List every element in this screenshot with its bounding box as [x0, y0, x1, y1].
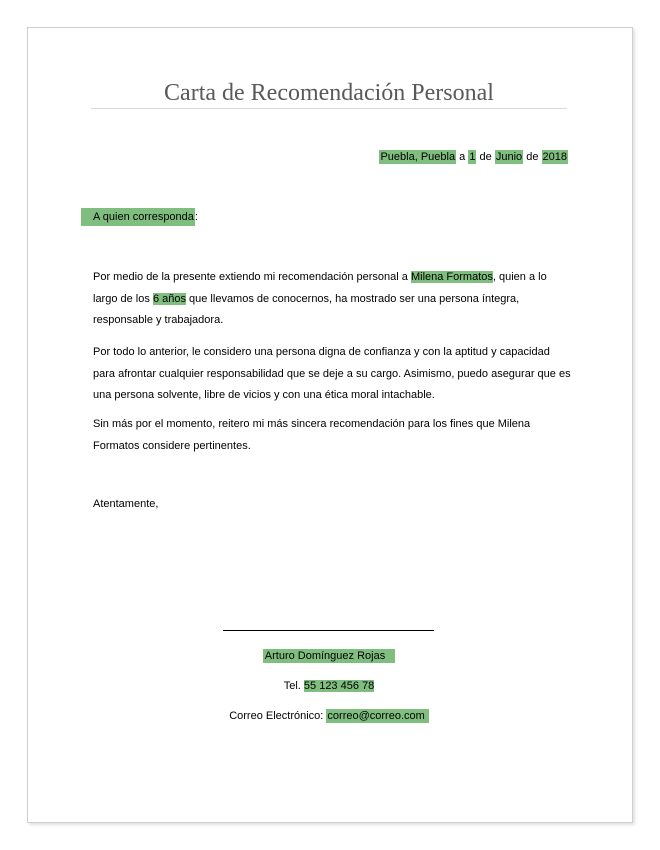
date-connector-a: a — [459, 151, 466, 163]
date-month: Junio — [495, 151, 523, 163]
date-city: Puebla, Puebla — [380, 151, 456, 163]
greeting-line — [81, 208, 198, 226]
closing-salutation: Atentamente, — [93, 498, 159, 510]
date-line — [379, 149, 568, 165]
date-connector-de-2: de — [526, 151, 539, 163]
signer-name: Arturo Domínguez Rojas — [263, 649, 395, 663]
years-known: 6 años — [152, 292, 186, 305]
date-connector-de: de — [479, 151, 492, 163]
paragraph-qualities: Por todo lo anterior, le considero una persona digna de confianza y con la aptitud y capacidad para afrontar cualquier responsabilidad que se deje a su cargo. Asimismo, puedo asegurar que es una persona solvente, libre de vicios y con una ética moral intachable. — [93, 346, 571, 401]
phone-number: 55 123 456 78 — [303, 680, 375, 692]
email-label: Correo Electrónico: — [229, 710, 324, 722]
email-address: correo@correo.com — [326, 709, 428, 723]
signature-phone-line — [133, 678, 525, 694]
signature-email-line — [133, 708, 525, 724]
recommended-name: Milena Formatos — [410, 271, 493, 283]
title-divider — [91, 108, 567, 109]
paragraph1-part2: , quien a lo largo de los — [93, 271, 547, 305]
paragraph-closing-remarks: Sin más por el momento, reitero mi más sincera recomendación para los fines que Milena Formatos considere pertinentes. — [93, 418, 531, 452]
paragraph1-part3: que llevamos de conocernos, ha mostrado ser una persona íntegra, responsable y trabajadora. — [93, 292, 520, 326]
greeting: A quien corresponda — [81, 208, 195, 226]
phone-label: Tel. — [283, 680, 301, 692]
date-year: 2018 — [542, 151, 567, 163]
paragraph-recommendation — [93, 267, 573, 332]
signature-name-line — [133, 648, 525, 664]
signature-line — [223, 630, 434, 631]
date-day: 1 — [469, 151, 476, 163]
document-title: Carta de Recomendación Personal — [164, 80, 494, 106]
paragraph1-part1: Por medio de la presente extiendo mi recomendación personal a — [93, 271, 411, 283]
greeting-colon: : — [194, 211, 198, 223]
